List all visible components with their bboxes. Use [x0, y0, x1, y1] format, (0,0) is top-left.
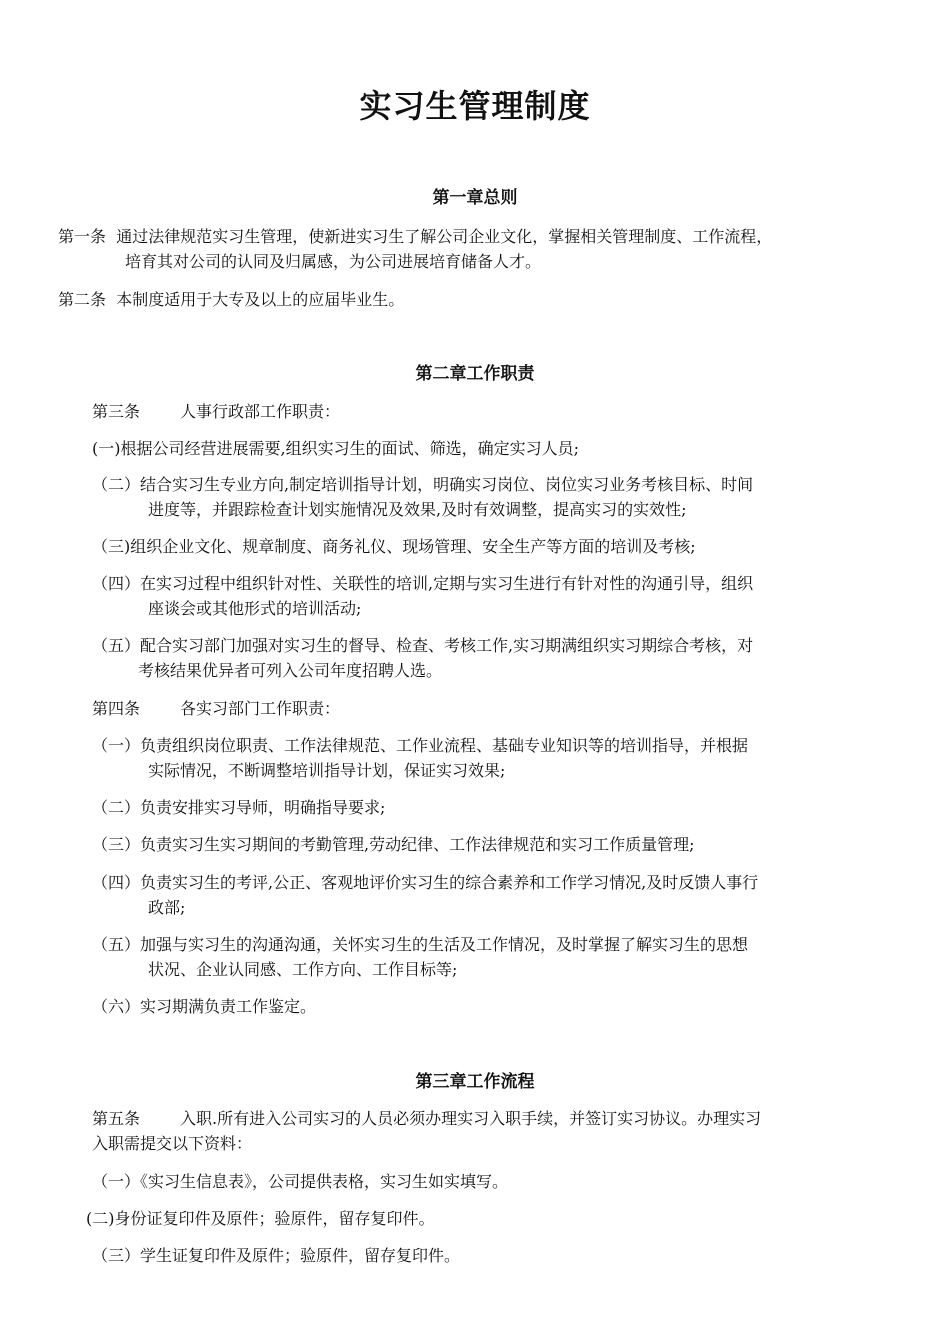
- article-4-item-4: [92, 871, 758, 895]
- item-marker: （二）: [92, 475, 141, 494]
- item-marker: （三）: [92, 835, 141, 854]
- article-3-item-5: [92, 634, 753, 658]
- article-4-label: 第四条: [92, 699, 141, 718]
- item-text: 负责实习生实习期间的考勤管理,劳动纪律、工作法律规范和实习工作质量管理;: [140, 835, 695, 854]
- article-4-item-5-cont: 状况、企业认同感、工作方向、工作目标等;: [148, 960, 458, 979]
- item-marker: （三）: [92, 1246, 141, 1265]
- article-2: [58, 288, 404, 312]
- article-1-line-2: 培育其对公司的认同及归属感，为公司进展培育储备人才。: [125, 252, 542, 271]
- item-marker: （四）: [92, 873, 141, 892]
- article-3-label: 第三条: [92, 402, 141, 421]
- article-5-item-3: [92, 1244, 460, 1268]
- item-text: 加强与实习生的沟通沟通，关怀实习生的生活及工作情况，及时掌握了解实习生的思想: [140, 935, 749, 954]
- article-4-item-2: [92, 796, 385, 820]
- page-title: 实习生管理制度: [359, 87, 591, 125]
- item-marker: （一）: [92, 736, 141, 755]
- item-text: 身份证复印件及原件；验原件，留存复印件。: [114, 1209, 435, 1228]
- article-5-item-2: [86, 1207, 435, 1231]
- item-text: 组织企业文化、规章制度、商务礼仪、现场管理、安全生产等方面的培训及考核;: [130, 537, 696, 556]
- item-text: 实习期满负责工作鉴定。: [140, 997, 317, 1016]
- item-marker: (二): [86, 1209, 115, 1228]
- article-5-label: 第五条: [92, 1109, 141, 1128]
- article-2-label: 第二条: [58, 290, 107, 309]
- article-2-text: 本制度适用于大专及以上的应届毕业生。: [116, 290, 405, 309]
- item-text: 负责安排实习导师，明确指导要求;: [140, 798, 386, 817]
- item-marker: （五）: [92, 935, 141, 954]
- article-4-item-5: [92, 933, 748, 957]
- article-1-text: 通过法律规范实习生管理，使新进实习生了解公司企业文化，掌握相关管理制度、工作流程，: [116, 227, 773, 246]
- article-3-item-3: [92, 535, 696, 559]
- article-4-item-6: [92, 995, 316, 1019]
- article-4-item-3: [92, 833, 695, 857]
- item-text: 负责组织岗位职责、工作法律规范、工作业流程、基础专业知识等的培训指导，并根据: [140, 736, 749, 755]
- item-marker: （五）: [92, 636, 141, 655]
- article-4-text: 各实习部门工作职责：: [180, 699, 341, 718]
- article-3: [92, 400, 340, 424]
- item-text: 根据公司经营进展需要,组织实习生的面试、筛选，确定实习人员;: [120, 439, 579, 458]
- article-3-text: 人事行政部工作职责：: [180, 402, 341, 421]
- article-4-item-1: [92, 734, 748, 758]
- article-3-item-1: [92, 437, 579, 461]
- article-3-item-2-cont: 进度等，并跟踪检查计划实施情况及效果,及时有效调整，提高实习的实效性;: [148, 500, 687, 519]
- article-3-item-2: [92, 473, 753, 497]
- chapter-3-heading: 第三章工作流程: [415, 1072, 535, 1092]
- article-3-item-4: [92, 572, 753, 596]
- article-4: [92, 697, 340, 721]
- item-marker: （三): [92, 537, 131, 556]
- chapter-2-heading: 第二章工作职责: [415, 364, 535, 384]
- article-4-item-4-cont: 政部;: [148, 898, 186, 917]
- item-text: 配合实习部门加强对实习生的督导、检查、考核工作,实习期满组织实习期综合考核，对: [140, 636, 754, 655]
- article-5-item-1: [92, 1170, 508, 1194]
- article-5-text: 入职.所有进入公司实习的人员必须办理实习入职手续，并签订实习协议。办理实习: [180, 1109, 762, 1128]
- chapter-1-heading: 第一章总则: [432, 188, 518, 208]
- article-4-item-1-cont: 实际情况，不断调整培训指导计划，保证实习效果;: [148, 761, 506, 780]
- article-5-line-1: [92, 1107, 761, 1131]
- item-marker: （二）: [92, 798, 141, 817]
- item-marker: （六）: [92, 997, 141, 1016]
- item-text: 在实习过程中组织针对性、关联性的培训,定期与实习生进行有针对性的沟通引导，组织: [140, 574, 754, 593]
- item-marker: （一）: [92, 1172, 141, 1191]
- item-marker: （四）: [92, 574, 141, 593]
- article-1-line-1: [58, 225, 772, 249]
- item-marker: (一): [92, 439, 121, 458]
- item-text: 学生证复印件及原件；验原件，留存复印件。: [140, 1246, 461, 1265]
- item-text: 结合实习生专业方向,制定培训指导计划，明确实习岗位、岗位实习业务考核目标、时间: [140, 475, 754, 494]
- article-3-item-4-cont: 座谈会或其他形式的培训活动;: [148, 599, 362, 618]
- article-3-item-5-cont: 考核结果优异者可列入公司年度招聘人选。: [138, 661, 443, 680]
- item-text: 负责实习生的考评,公正、客观地评价实习生的综合素养和工作学习情况,及时反馈人事行: [140, 873, 759, 892]
- article-5-line-2: 入职需提交以下资料：: [92, 1134, 253, 1153]
- item-text: 《实习生信息表》，公司提供表格，实习生如实填写。: [140, 1172, 509, 1191]
- article-1-label: 第一条: [58, 227, 107, 246]
